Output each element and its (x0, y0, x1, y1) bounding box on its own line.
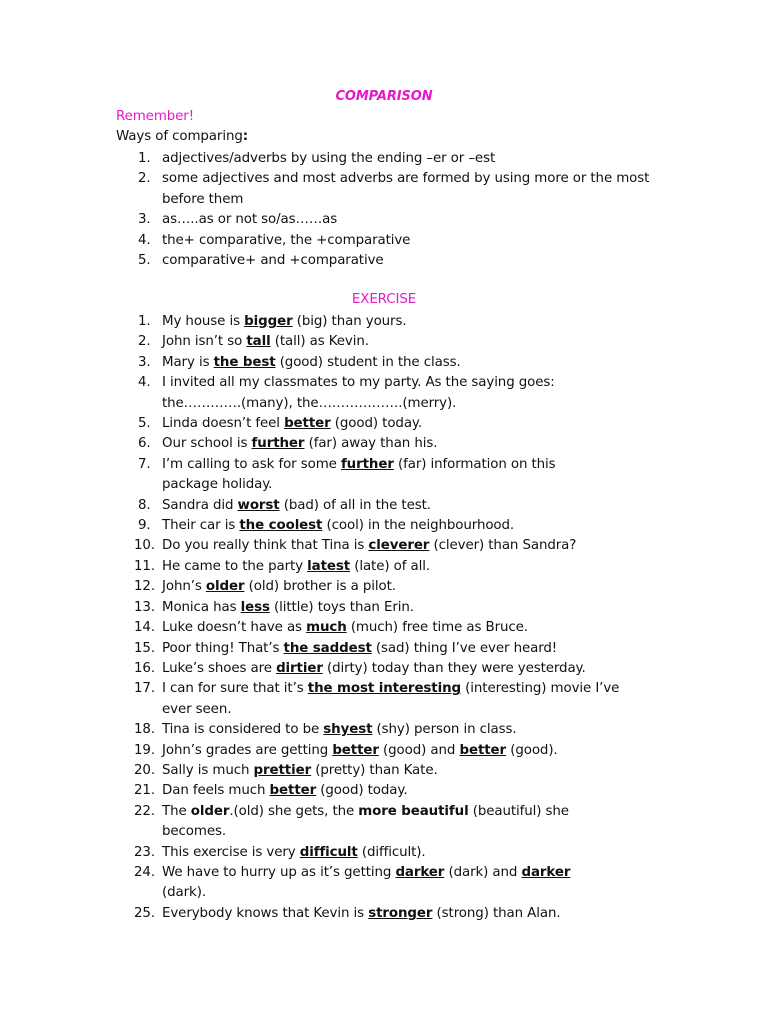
rule-item (0, 231, 768, 251)
exercise-text (162, 843, 662, 863)
rule-number: 5. (138, 253, 151, 269)
rule-item (0, 251, 768, 271)
exercise-item (0, 557, 768, 577)
exercise-item (0, 741, 768, 761)
exercise-fragment: (good) today. (316, 783, 408, 799)
rule-item (0, 210, 768, 230)
answer-word: the most interesting (307, 681, 462, 697)
exercise-item (0, 577, 768, 597)
exercise-fragment: Poor thing! That’s (162, 640, 284, 656)
exercise-number: 2. (138, 334, 151, 350)
exercise-number: 10. (134, 538, 155, 554)
exercise-number: 3. (138, 354, 151, 370)
rules-list (0, 149, 768, 271)
exercise-number: 1. (138, 314, 151, 329)
answer-word: tall (246, 334, 271, 350)
exercise-text (162, 679, 642, 720)
exercise-fragment: Dan feels much (162, 783, 270, 799)
exercise-text (162, 598, 662, 618)
exercise-text (162, 639, 662, 659)
answer-word: the coolest (239, 518, 323, 534)
rule-text: as…..as or not so/as……as (162, 212, 338, 228)
exercise-text (162, 720, 662, 740)
exercise-fragment: John isn’t so (162, 334, 247, 350)
exercise-text (162, 536, 662, 556)
exercise-text (162, 496, 662, 516)
exercise-fragment: My house is (162, 314, 245, 329)
exercise-item (0, 904, 768, 924)
exercise-fragment: Our school is (162, 436, 252, 452)
exercise-fragment: I’m calling to ask for some (162, 456, 341, 472)
exercise-item (0, 455, 768, 496)
exercise-fragment: The (162, 803, 191, 819)
ways-label (116, 129, 248, 144)
exercise-fragment: Tina is considered to be (162, 722, 324, 738)
exercise-item (0, 598, 768, 618)
rule-item (0, 169, 768, 210)
answer-word: dirtier (276, 660, 323, 676)
exercise-text (162, 781, 662, 801)
exercise-number: 15. (134, 640, 155, 656)
exercise-number: 19. (134, 742, 155, 758)
exercise-text (162, 373, 602, 414)
answer-word: better (269, 783, 317, 799)
exercise-fragment: (far) information on this package holiday. (162, 456, 556, 493)
exercise-item (0, 639, 768, 659)
rule-text: comparative+ and +comparative (162, 253, 384, 269)
answer-word: darker (521, 864, 571, 880)
exercise-text (162, 659, 662, 679)
exercise-text (162, 332, 662, 352)
answer-word: older (190, 803, 230, 819)
exercise-fragment: John’s grades are getting (162, 742, 333, 758)
exercise-text (162, 434, 662, 454)
page-title: COMPARISON (335, 89, 433, 104)
exercise-fragment: (cool) in the neighbourhood. (322, 518, 515, 534)
exercise-fragment: (good). (506, 742, 558, 758)
ways-label-colon: : (242, 129, 248, 144)
rule-number: 2. (138, 171, 151, 187)
exercise-fragment: Linda doesn’t feel (162, 416, 285, 432)
exercise-item (0, 781, 768, 801)
exercise-number: 5. (138, 416, 151, 432)
exercise-text (162, 618, 662, 638)
exercise-fragment: He came to the party (162, 558, 308, 574)
exercise-number: 22. (134, 803, 155, 819)
exercise-number: 25. (134, 905, 155, 921)
exercise-fragment: (beautiful) she becomes. (162, 803, 569, 840)
answer-word: further (251, 436, 305, 452)
exercise-fragment: This exercise is very (162, 844, 300, 860)
exercise-number: 23. (134, 844, 155, 860)
rule-item (0, 149, 768, 169)
exercise-text (162, 741, 662, 761)
exercise-text (162, 414, 662, 434)
exercise-item (0, 863, 768, 904)
exercise-number: 9. (138, 518, 151, 534)
exercise-item (0, 312, 768, 332)
answer-word: better (332, 742, 379, 758)
exercise-fragment: Their car is (162, 518, 240, 534)
exercise-heading: EXERCISE (351, 292, 417, 307)
exercise-item (0, 679, 768, 720)
rule-text: the+ comparative, the +comparative (162, 232, 411, 248)
exercise-item (0, 761, 768, 781)
answer-word: the saddest (283, 640, 372, 656)
exercise-text (162, 353, 662, 373)
exercise-fragment: (dark) and (444, 864, 522, 880)
exercise-text (162, 761, 662, 781)
answer-word: latest (307, 558, 351, 574)
exercise-number: 11. (134, 558, 155, 574)
exercise-item (0, 843, 768, 863)
rule-number: 1. (138, 151, 151, 166)
answer-word: better (284, 416, 331, 432)
exercise-fragment: (tall) as Kevin. (270, 334, 369, 350)
answer-word: stronger (368, 905, 433, 921)
answer-word: prettier (253, 762, 312, 778)
exercise-text (162, 516, 662, 536)
answer-word: further (340, 456, 394, 472)
answer-word: bigger (244, 314, 293, 329)
exercise-fragment: (clever) than Sandra? (429, 538, 577, 554)
exercise-fragment: (big) than yours. (292, 314, 407, 329)
exercise-fragment: (sad) thing I’ve ever heard! (371, 640, 558, 656)
exercise-fragment: Sandra did (162, 497, 238, 513)
exercise-fragment: Mary is (162, 354, 214, 370)
exercise-number: 16. (134, 660, 155, 676)
exercise-number: 14. (134, 620, 155, 636)
exercise-fragment: .(old) she gets, the (229, 803, 359, 819)
exercise-fragment: (far) away than his. (304, 436, 438, 452)
exercise-fragment: (strong) than Alan. (432, 905, 561, 921)
exercise-text (162, 863, 612, 904)
exercise-number: 7. (138, 456, 151, 472)
answer-word: worst (237, 497, 280, 513)
remember-label: Remember! (116, 109, 194, 124)
exercise-fragment: (late) of all. (350, 558, 430, 574)
exercise-number: 8. (138, 497, 151, 513)
exercise-item (0, 332, 768, 352)
exercise-fragment: Sally is much (162, 762, 254, 778)
answer-word: much (306, 620, 347, 636)
exercise-fragment: (dark). (162, 885, 206, 901)
answer-word: cleverer (368, 538, 430, 554)
exercise-list (0, 312, 768, 924)
exercise-fragment: (old) brother is a pilot. (244, 579, 396, 595)
exercise-number: 12. (134, 579, 155, 595)
answer-word: difficult (299, 844, 358, 860)
exercise-fragment: John’s (162, 579, 206, 595)
exercise-fragment: (good) today. (330, 416, 422, 432)
exercise-number: 6. (138, 436, 151, 452)
exercise-number: 20. (134, 762, 155, 778)
rule-text: some adjectives and most adverbs are formed by using more or the most before them (162, 171, 650, 207)
exercise-item (0, 496, 768, 516)
exercise-fragment: (pretty) than Kate. (311, 762, 438, 778)
exercise-fragment: I invited all my classmates to my party. As the saying goes: the………….(many), the……………….(merry). (162, 375, 555, 411)
rule-number: 3. (138, 212, 151, 228)
exercise-fragment: (good) student in the class. (275, 354, 461, 370)
exercise-text (162, 802, 602, 843)
exercise-fragment: Everybody knows that Kevin is (162, 905, 369, 921)
exercise-item (0, 618, 768, 638)
exercise-fragment: Monica has (162, 599, 241, 615)
exercise-number: 17. (134, 681, 155, 697)
answer-word: shyest (323, 722, 373, 738)
exercise-item (0, 659, 768, 679)
answer-word: less (240, 599, 270, 615)
exercise-fragment: (difficult). (357, 844, 426, 860)
exercise-item (0, 516, 768, 536)
exercise-item (0, 414, 768, 434)
exercise-text (162, 312, 662, 332)
exercise-text (162, 455, 602, 496)
exercise-text (162, 557, 662, 577)
answer-word: more beautiful (358, 803, 469, 819)
exercise-fragment: Luke doesn’t have as (162, 620, 307, 636)
rule-text: adjectives/adverbs by using the ending –er or –est (162, 151, 496, 166)
exercise-fragment: (shy) person in class. (372, 722, 517, 738)
exercise-item (0, 353, 768, 373)
exercise-fragment: I can for sure that it’s (162, 681, 308, 697)
answer-word: the best (213, 354, 276, 370)
exercise-fragment: (bad) of all in the test. (279, 497, 431, 513)
exercise-text (162, 904, 662, 924)
exercise-fragment: (little) toys than Erin. (269, 599, 414, 615)
exercise-fragment: We have to hurry up as it’s getting (162, 864, 396, 880)
exercise-number: 13. (134, 599, 155, 615)
answer-word: darker (395, 864, 445, 880)
exercise-number: 24. (134, 864, 155, 880)
exercise-item (0, 720, 768, 740)
exercise-fragment: (dirty) today than they were yesterday. (322, 660, 586, 676)
answer-word: better (459, 742, 507, 758)
answer-word: older (205, 579, 245, 595)
exercise-item (0, 434, 768, 454)
exercise-fragment: (much) free time as Bruce. (346, 620, 528, 636)
exercise-fragment: (interesting) movie I’ve ever seen. (162, 681, 620, 717)
exercise-number: 4. (138, 375, 151, 391)
exercise-fragment: Do you really think that Tina is (162, 538, 369, 554)
exercise-fragment: (good) and (378, 742, 460, 758)
exercise-text (162, 577, 662, 597)
exercise-item (0, 802, 768, 843)
exercise-item (0, 373, 768, 414)
exercise-fragment: Luke’s shoes are (162, 660, 277, 676)
rule-number: 4. (138, 232, 151, 248)
ways-label-text: Ways of comparing (116, 129, 243, 144)
exercise-number: 18. (134, 722, 155, 738)
exercise-number: 21. (134, 783, 155, 799)
exercise-item (0, 536, 768, 556)
